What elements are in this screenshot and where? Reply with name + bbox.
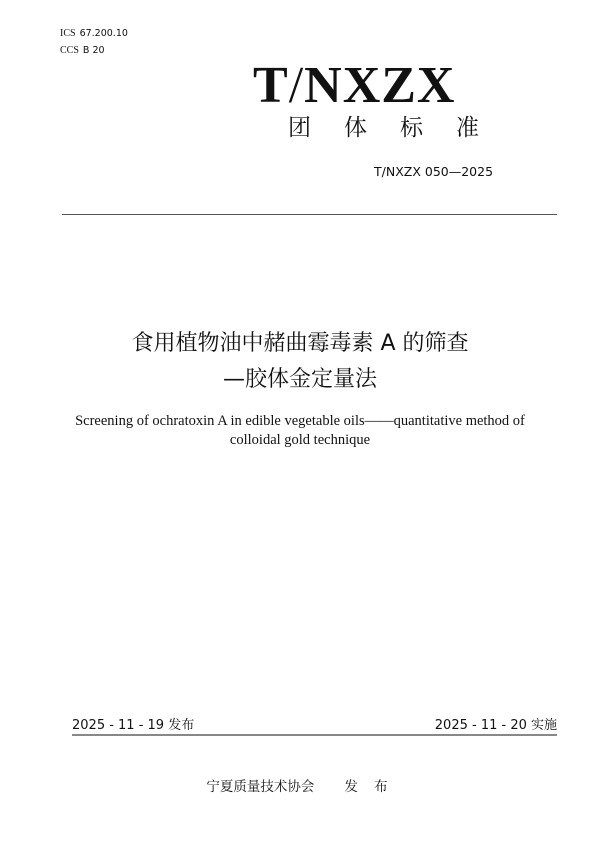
title-zh-line2: —胶体金定量法 — [222, 367, 377, 392]
title-en-line2: colloidal gold technique — [229, 432, 371, 448]
ics-label: ICS — [60, 28, 76, 39]
date-divider — [72, 734, 557, 736]
standard-logo — [253, 57, 456, 114]
logo-suffix: NXZX — [304, 57, 456, 114]
title-en-line1: Screening of ochratoxin A in edible vegetable oils——quantitative method of — [75, 413, 525, 429]
ics-value: 67.200.10 — [79, 28, 128, 39]
issue-date: 2025 - 11 - 19 发布 — [72, 718, 195, 733]
header-divider — [62, 214, 557, 215]
standard-kind: 团体标准 — [288, 115, 512, 141]
logo-slash: / — [288, 57, 305, 114]
logo-prefix: T — [253, 57, 289, 114]
publish-label: 发 布 — [344, 779, 394, 795]
title-zh-line1: 食用植物油中赭曲霉毒素 A 的筛查 — [131, 331, 469, 356]
standard-code: T/NXZX 050—2025 — [374, 164, 494, 179]
effective-date: 2025 - 11 - 20 实施 — [434, 718, 557, 733]
publisher-name: 宁夏质量技术协会 — [206, 779, 315, 795]
ccs-label: CCS — [60, 45, 79, 56]
publisher — [0, 775, 600, 795]
ics-code — [60, 28, 128, 39]
ccs-value: B 20 — [82, 45, 105, 56]
ccs-code — [60, 45, 105, 56]
